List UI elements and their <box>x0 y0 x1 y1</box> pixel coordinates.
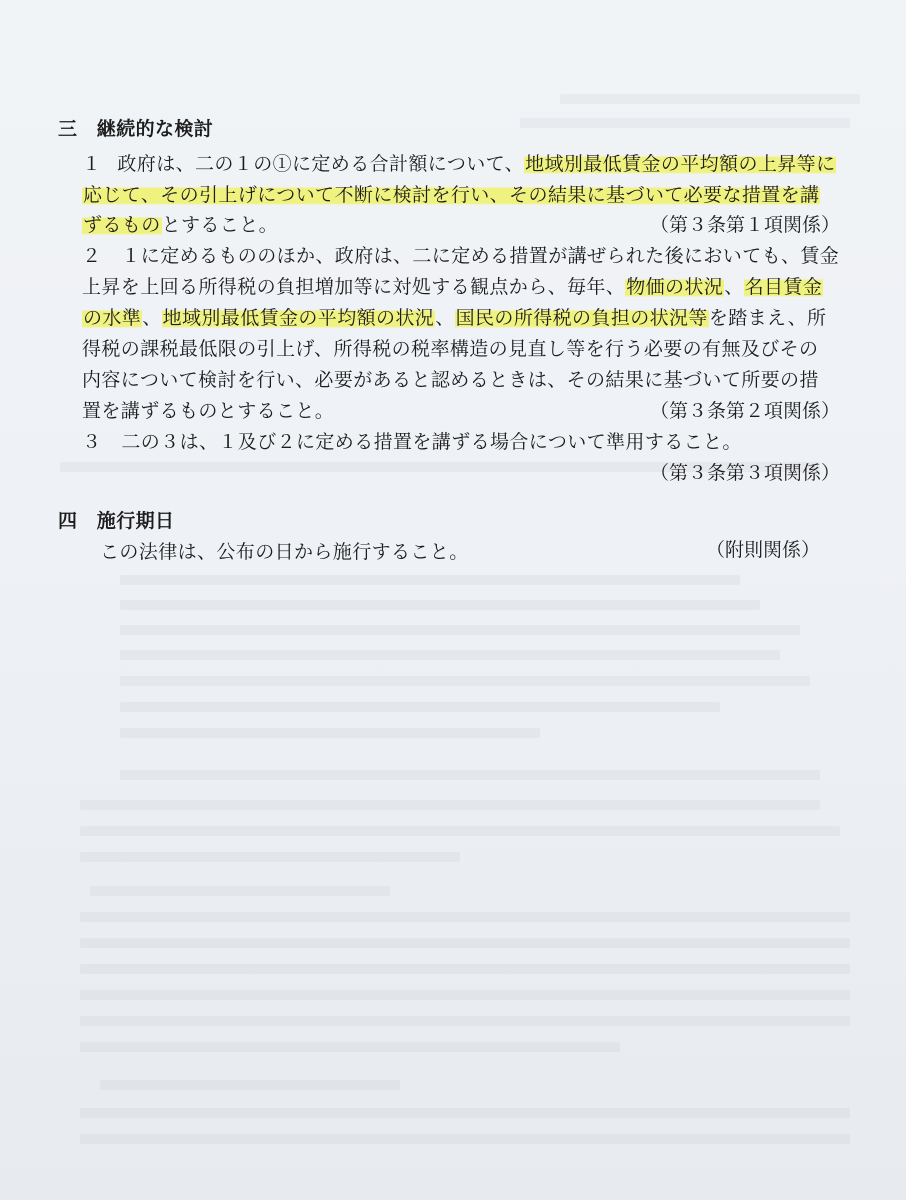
item-1-highlight-1: 地域別最低賃金の平均額の上昇等に <box>525 153 836 175</box>
item-2-line-2 <box>82 275 823 299</box>
item-2-reference: （第３条第２項関係） <box>649 400 840 422</box>
item-2-highlight-tax-burden: 国民の所得税の負担の状況等 <box>455 307 708 329</box>
item-3-reference: （第３条第３項関係） <box>649 462 840 484</box>
item-3-text: 二の３は、１及び２に定める措置を講ずる場合について準用すること。 <box>121 431 742 453</box>
item-2-text-3b: 、 <box>435 307 455 329</box>
item-2-text-2b: 、 <box>724 276 744 298</box>
item-1-text: 政府は、二の１の①に定める合計額について、 <box>117 153 525 175</box>
section-4-heading: 四 施行期日 <box>58 510 175 532</box>
item-1-highlight-2: 応じて、その引上げについて不断に検討を行い、その結果に基づいて必要な措置を講 <box>83 184 820 206</box>
item-2-line-3 <box>82 306 826 330</box>
section-3-heading: 三 継続的な検討 <box>58 118 214 140</box>
item-2-text-3a: 、 <box>142 307 162 329</box>
item-2-highlight-price: 物価の状況 <box>626 276 724 298</box>
item-2-line-1 <box>82 244 839 268</box>
item-2-highlight-nominal-wage: 名目賃金 <box>744 276 823 298</box>
item-2-line-4: 得税の課税最低限の引上げ、所得税の税率構造の見直し等を行う必要の有無及びその <box>82 338 819 360</box>
item-2-text-2a: 上昇を上回る所得税の負担増加等に対処する観点から、毎年、 <box>82 276 626 298</box>
item-3-line-1 <box>82 430 742 454</box>
item-2-text-1: １に定めるもののほか、政府は、二に定める措置が講ぜられた後においても、賃金 <box>121 245 840 267</box>
item-1-line-1 <box>82 152 836 176</box>
item-1-line-2 <box>82 183 820 207</box>
item-2-text-3c: を踏まえ、所 <box>708 307 827 329</box>
item-2-highlight-level: の水準 <box>83 307 142 329</box>
item-1-text-end: とすること。 <box>161 214 279 236</box>
section-4-reference: （附則関係） <box>705 539 820 561</box>
item-2-highlight-min-wage: 地域別最低賃金の平均額の状況 <box>162 307 435 329</box>
item-3-number: ３ <box>82 431 102 453</box>
item-2-line-5: 内容について検討を行い、必要があると認めるときは、その結果に基づいて所要の措 <box>82 369 819 391</box>
item-2-line-6: 置を講ずるものとすること。 <box>82 400 335 422</box>
item-1-number: １ <box>82 153 102 175</box>
section-4-body: この法律は、公布の日から施行すること。 <box>100 541 469 563</box>
item-1-highlight-3: ずるもの <box>83 214 161 236</box>
item-1-reference: （第３条第１項関係） <box>649 214 840 236</box>
item-2-number: ２ <box>82 245 102 267</box>
item-1-line-3 <box>82 213 278 237</box>
